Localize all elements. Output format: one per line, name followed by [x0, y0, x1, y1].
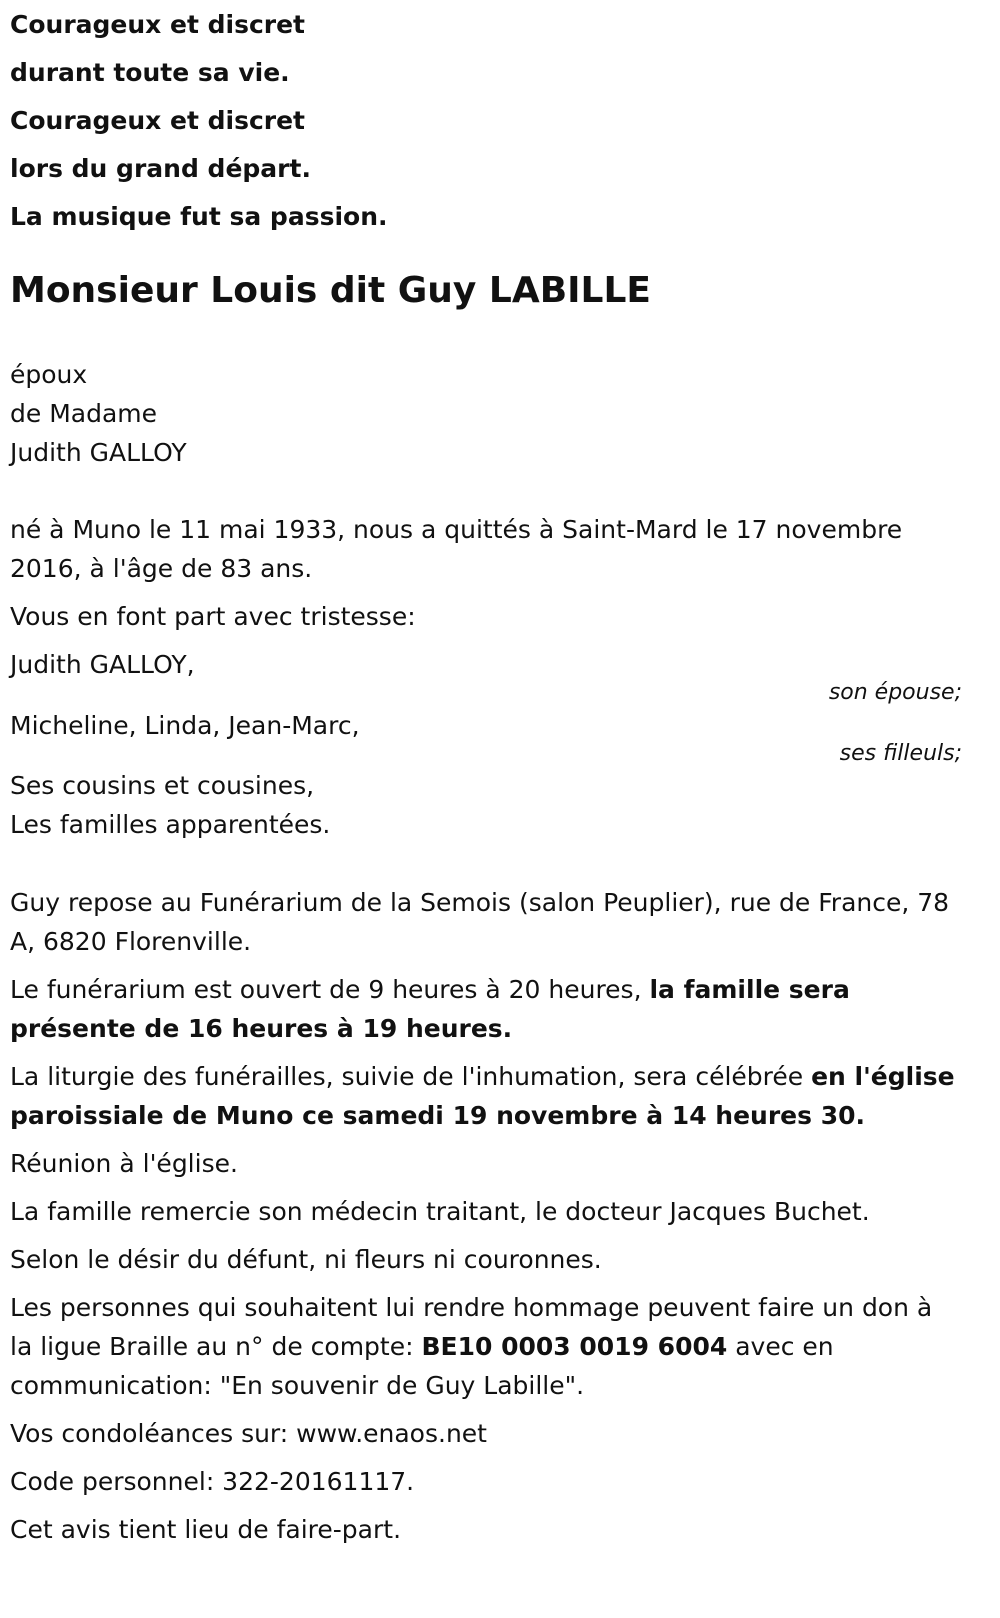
family-row [10, 706, 962, 766]
poem-line: lors du grand départ. [10, 154, 311, 183]
opening-hours-bold: la famille sera présente de 16 heures à 19 heures. [10, 975, 850, 1043]
deceased-name: Monsieur Louis dit Guy LABILLE [10, 270, 652, 311]
flowers-text: Selon le désir du défunt, ni fleurs ni couronnes. [10, 1245, 602, 1274]
condolences-text: Vos condoléances sur: www.enaos.net [10, 1419, 487, 1448]
family-names: Micheline, Linda, Jean-Marc, [10, 711, 360, 740]
donation-text [10, 1288, 962, 1405]
repose-text: Guy repose au Funérarium de la Semois (salon Peuplier), rue de France, 78 A, 6820 Florenville. [10, 888, 950, 956]
liturgy-text [10, 1057, 962, 1135]
relatives-line: Ses cousins et cousines, [10, 771, 315, 800]
thanks-text: La famille remercie son médecin traitant, le docteur Jacques Buchet. [10, 1197, 870, 1226]
spouse-name: Judith GALLOY [10, 438, 187, 467]
announcement-text: Vous en font part avec tristesse: [10, 602, 416, 631]
personal-code-text: Code personnel: 322-20161117. [10, 1467, 415, 1496]
liturgy-normal: La liturgie des funérailles, suivie de l'inhumation, sera célébrée [10, 1062, 812, 1091]
poem-line: durant toute sa vie. [10, 58, 290, 87]
spouse-line: époux [10, 360, 88, 389]
donation-after: avec en communication: "En souvenir de Guy Labille". [10, 1332, 834, 1400]
opening-hours-text [10, 970, 962, 1048]
opening-hours-normal: Le funérarium est ouvert de 9 heures à 20 heures, [10, 975, 650, 1004]
family-names: Judith GALLOY, [10, 650, 195, 679]
donation-before: Les personnes qui souhaitent lui rendre hommage peuvent faire un don à la ligue Braille au n° de compte: [10, 1293, 933, 1361]
family-row [10, 645, 962, 706]
spouse-block [10, 355, 962, 472]
account-number: BE10 0003 0019 6004 [421, 1332, 728, 1361]
other-relatives [10, 766, 962, 844]
liturgy-bold: en l'église paroissiale de Muno ce samedi 19 novembre à 14 heures 30. [10, 1062, 955, 1130]
relatives-line: Les familles apparentées. [10, 810, 331, 839]
birth-death-text: né à Muno le 11 mai 1933, nous a quittés à Saint-Mard le 17 novembre 2016, à l'âge de 83 ans. [10, 515, 903, 583]
spouse-line: de Madame [10, 399, 158, 428]
notice-text: Cet avis tient lieu de faire-part. [10, 1515, 402, 1544]
family-role: son épouse; [828, 680, 962, 705]
poem [10, 0, 962, 241]
obituary-content [10, 0, 962, 1549]
poem-line: Courageux et discret [10, 10, 306, 39]
family-role: ses filleuls; [839, 741, 962, 766]
poem-line: Courageux et discret [10, 106, 306, 135]
poem-line: La musique fut sa passion. [10, 202, 388, 231]
meeting-text: Réunion à l'église. [10, 1149, 238, 1178]
